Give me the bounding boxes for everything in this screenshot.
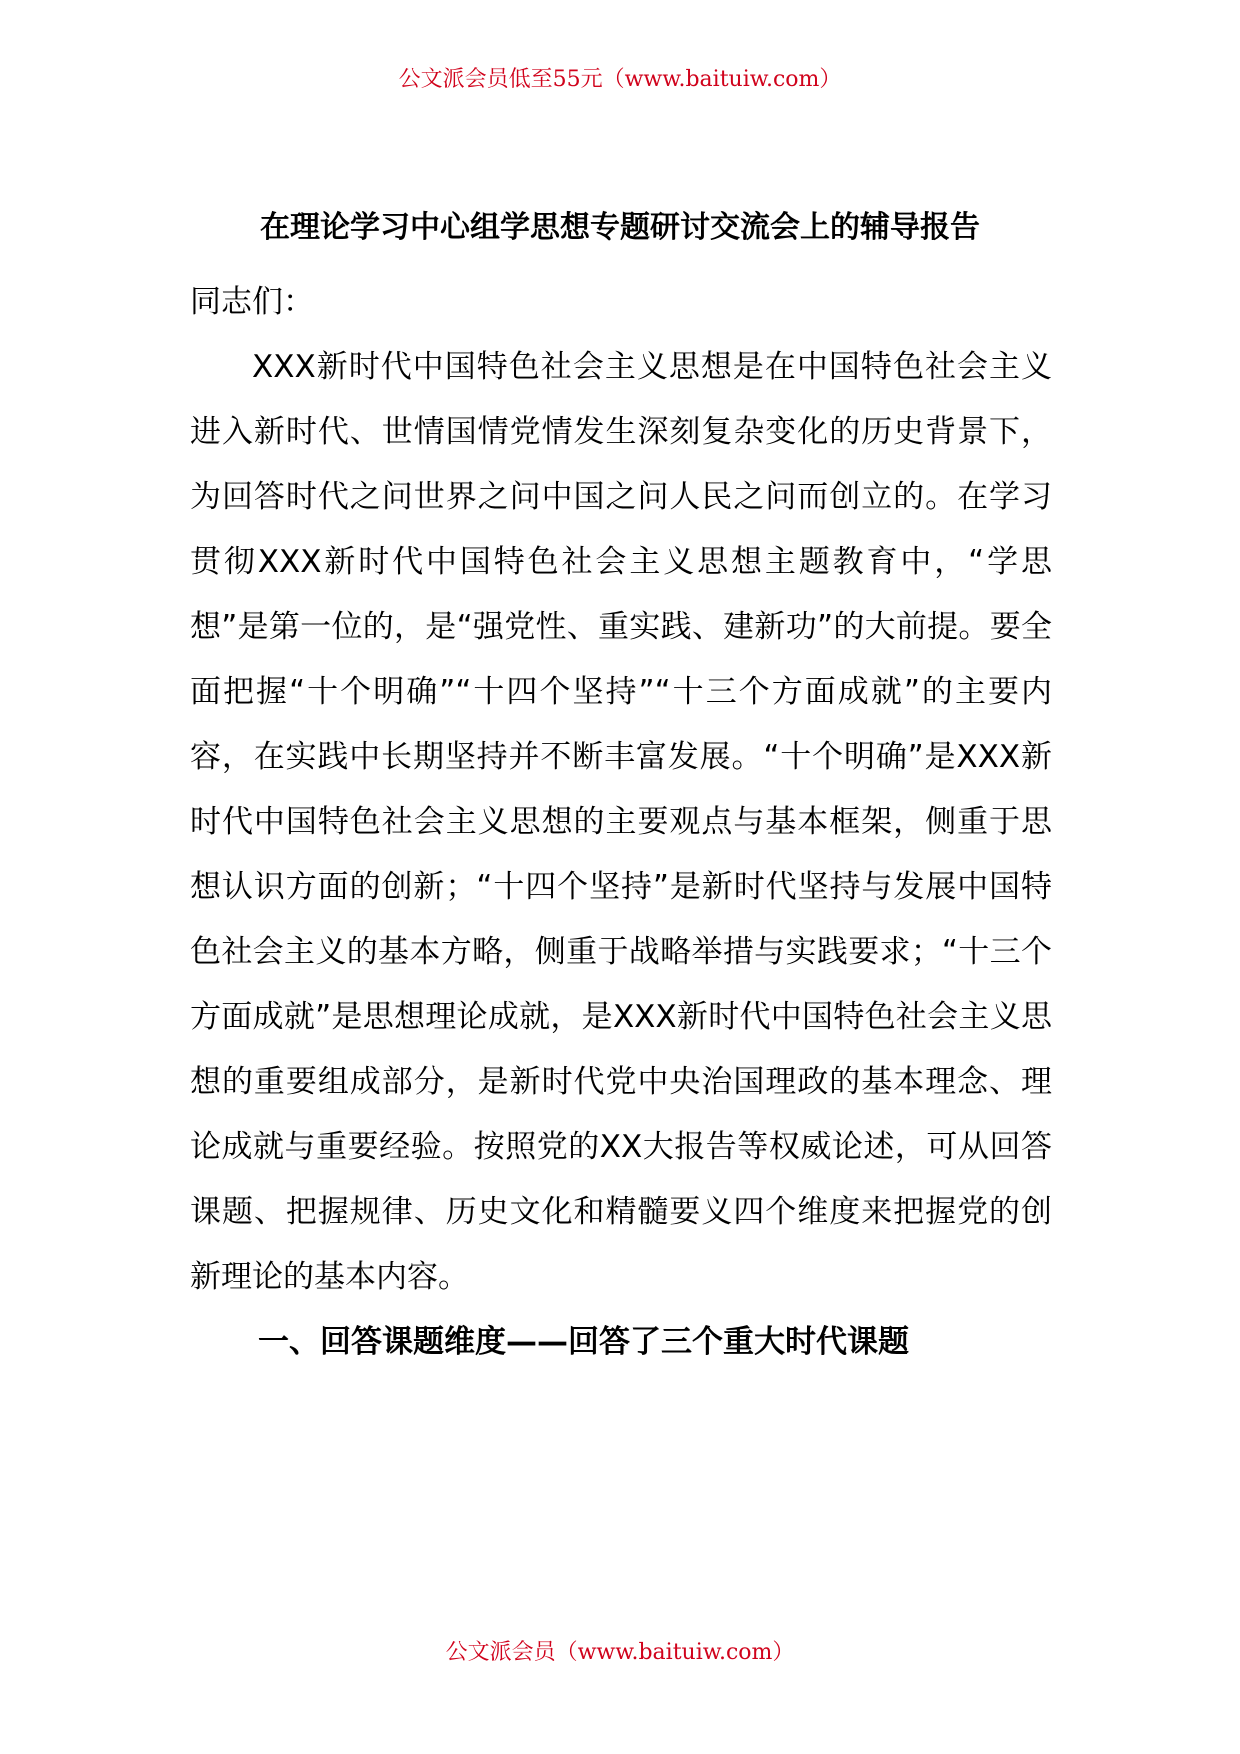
body-paragraph: XXX新时代中国特色社会主义思想是在中国特色社会主义进入新时代、世情国情党情发生深刻复杂变化的历史背景下，为回答时代之问世界之问中国之问人民之问而创立的。在学习贯彻XXX新时代中国特色社会主义思想主题教育中，“学思想”是第一位的，是“强党性、重实践、建新功”的大前提。要全面把握“十个明确”“十四个坚持”“十三个方面成就”的主要内容，在实践中长期坚持并不断丰富发展。“十个明确”是XXX新时代中国特色社会主义思想的主要观点与基本框架，侧重于思想认识方面的创新；“十四个坚持”是新时代坚持与发展中国特色社会主义的基本方略，侧重于战略举措与实践要求；“十三个方面成就”是思想理论成就，是XXX新时代中国特色社会主义思想的重要组成部分，是新时代党中央治国理政的基本理念、理论成就与重要经验。按照党的XX大报告等权威论述，可从回答课题、把握规律、历史文化和精髓要义四个维度来把握党的创新理论的基本内容。 — [190, 349, 1052, 1295]
footer-banner: 公文派会员（www.baituiw.com） — [445, 1640, 795, 1665]
document-body — [190, 270, 1052, 1375]
section-heading: 一、回答课题维度——回答了三个重大时代课题 — [258, 1324, 909, 1360]
salutation: 同志们： — [190, 284, 314, 320]
header-banner: 公文派会员低至55元（www.baituiw.com） — [398, 67, 842, 92]
document-title: 在理论学习中心组学思想专题研讨交流会上的辅导报告 — [260, 210, 980, 245]
